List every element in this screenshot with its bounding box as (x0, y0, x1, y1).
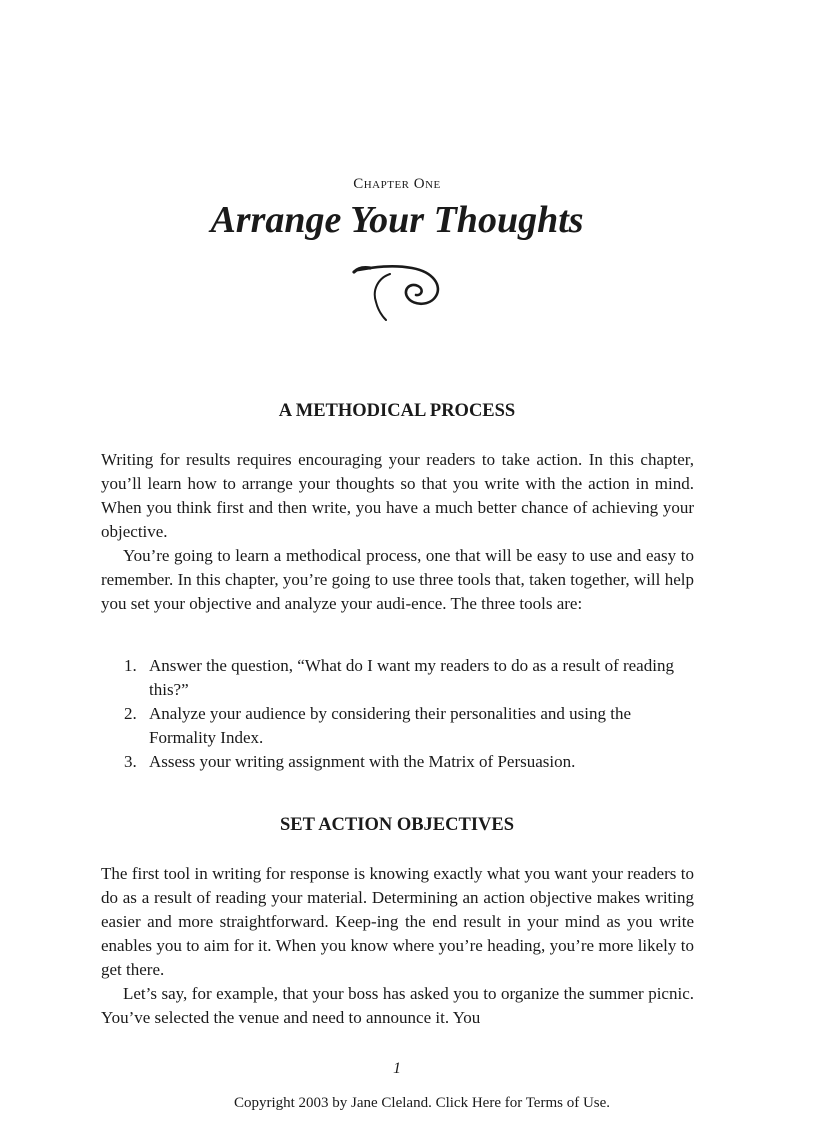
paragraph: The first tool in writing for response is knowing exactly what you want your readers to do as a result of reading your material. Determining an action objective makes writing easier and more straightforward. Keep-ing the end result in your mind as you write enables you to aim for it. When you know where you’re heading, you’re more likely to get there. (101, 864, 694, 979)
list-text: Answer the question, “What do I want my readers to do as a result of reading this?” (149, 656, 674, 699)
section-heading-methodical-process: A METHODICAL PROCESS (278, 401, 516, 421)
chapter-label: Chapter One (353, 176, 441, 192)
list-item (120, 750, 680, 774)
list-item (120, 654, 680, 702)
paragraph: Writing for results requires encouraging your readers to take action. In this chapter, you’ll learn how to arrange your thoughts so that you write with the action in mind. When you think first and then write, you have a much better chance of achieving your objective. (101, 450, 694, 541)
list-number: 3. (124, 752, 137, 771)
swirl-ornament-icon (350, 262, 450, 326)
list-text: Analyze your audience by considering their personalities and using the Formality Index. (149, 704, 631, 747)
section1-body (101, 448, 694, 616)
section-heading-set-action-objectives: SET ACTION OBJECTIVES (279, 815, 515, 835)
page-number: 1 (393, 1060, 401, 1077)
section2-body (101, 862, 694, 1030)
paragraph: You’re going to learn a methodical process, one that will be easy to use and easy to remember. In this chapter, you’re going to use three tools that, taken together, will help you set your objective and analyze your audi-ence. The three tools are: (101, 546, 694, 613)
list-item (120, 702, 680, 750)
three-tools-list (120, 654, 680, 774)
list-text: Assess your writing assignment with the Matrix of Persuasion. (149, 752, 576, 771)
paragraph: Let’s say, for example, that your boss has asked you to organize the summer picnic. You’ve selected the venue and need to announce it. You (101, 984, 694, 1027)
list-number: 2. (124, 704, 137, 723)
list-number: 1. (124, 656, 137, 675)
chapter-title: Arrange Your Thoughts (210, 199, 584, 241)
terms-of-use-link[interactable]: Copyright 2003 by Jane Cleland. Click Here for Terms of Use. (233, 1095, 611, 1111)
